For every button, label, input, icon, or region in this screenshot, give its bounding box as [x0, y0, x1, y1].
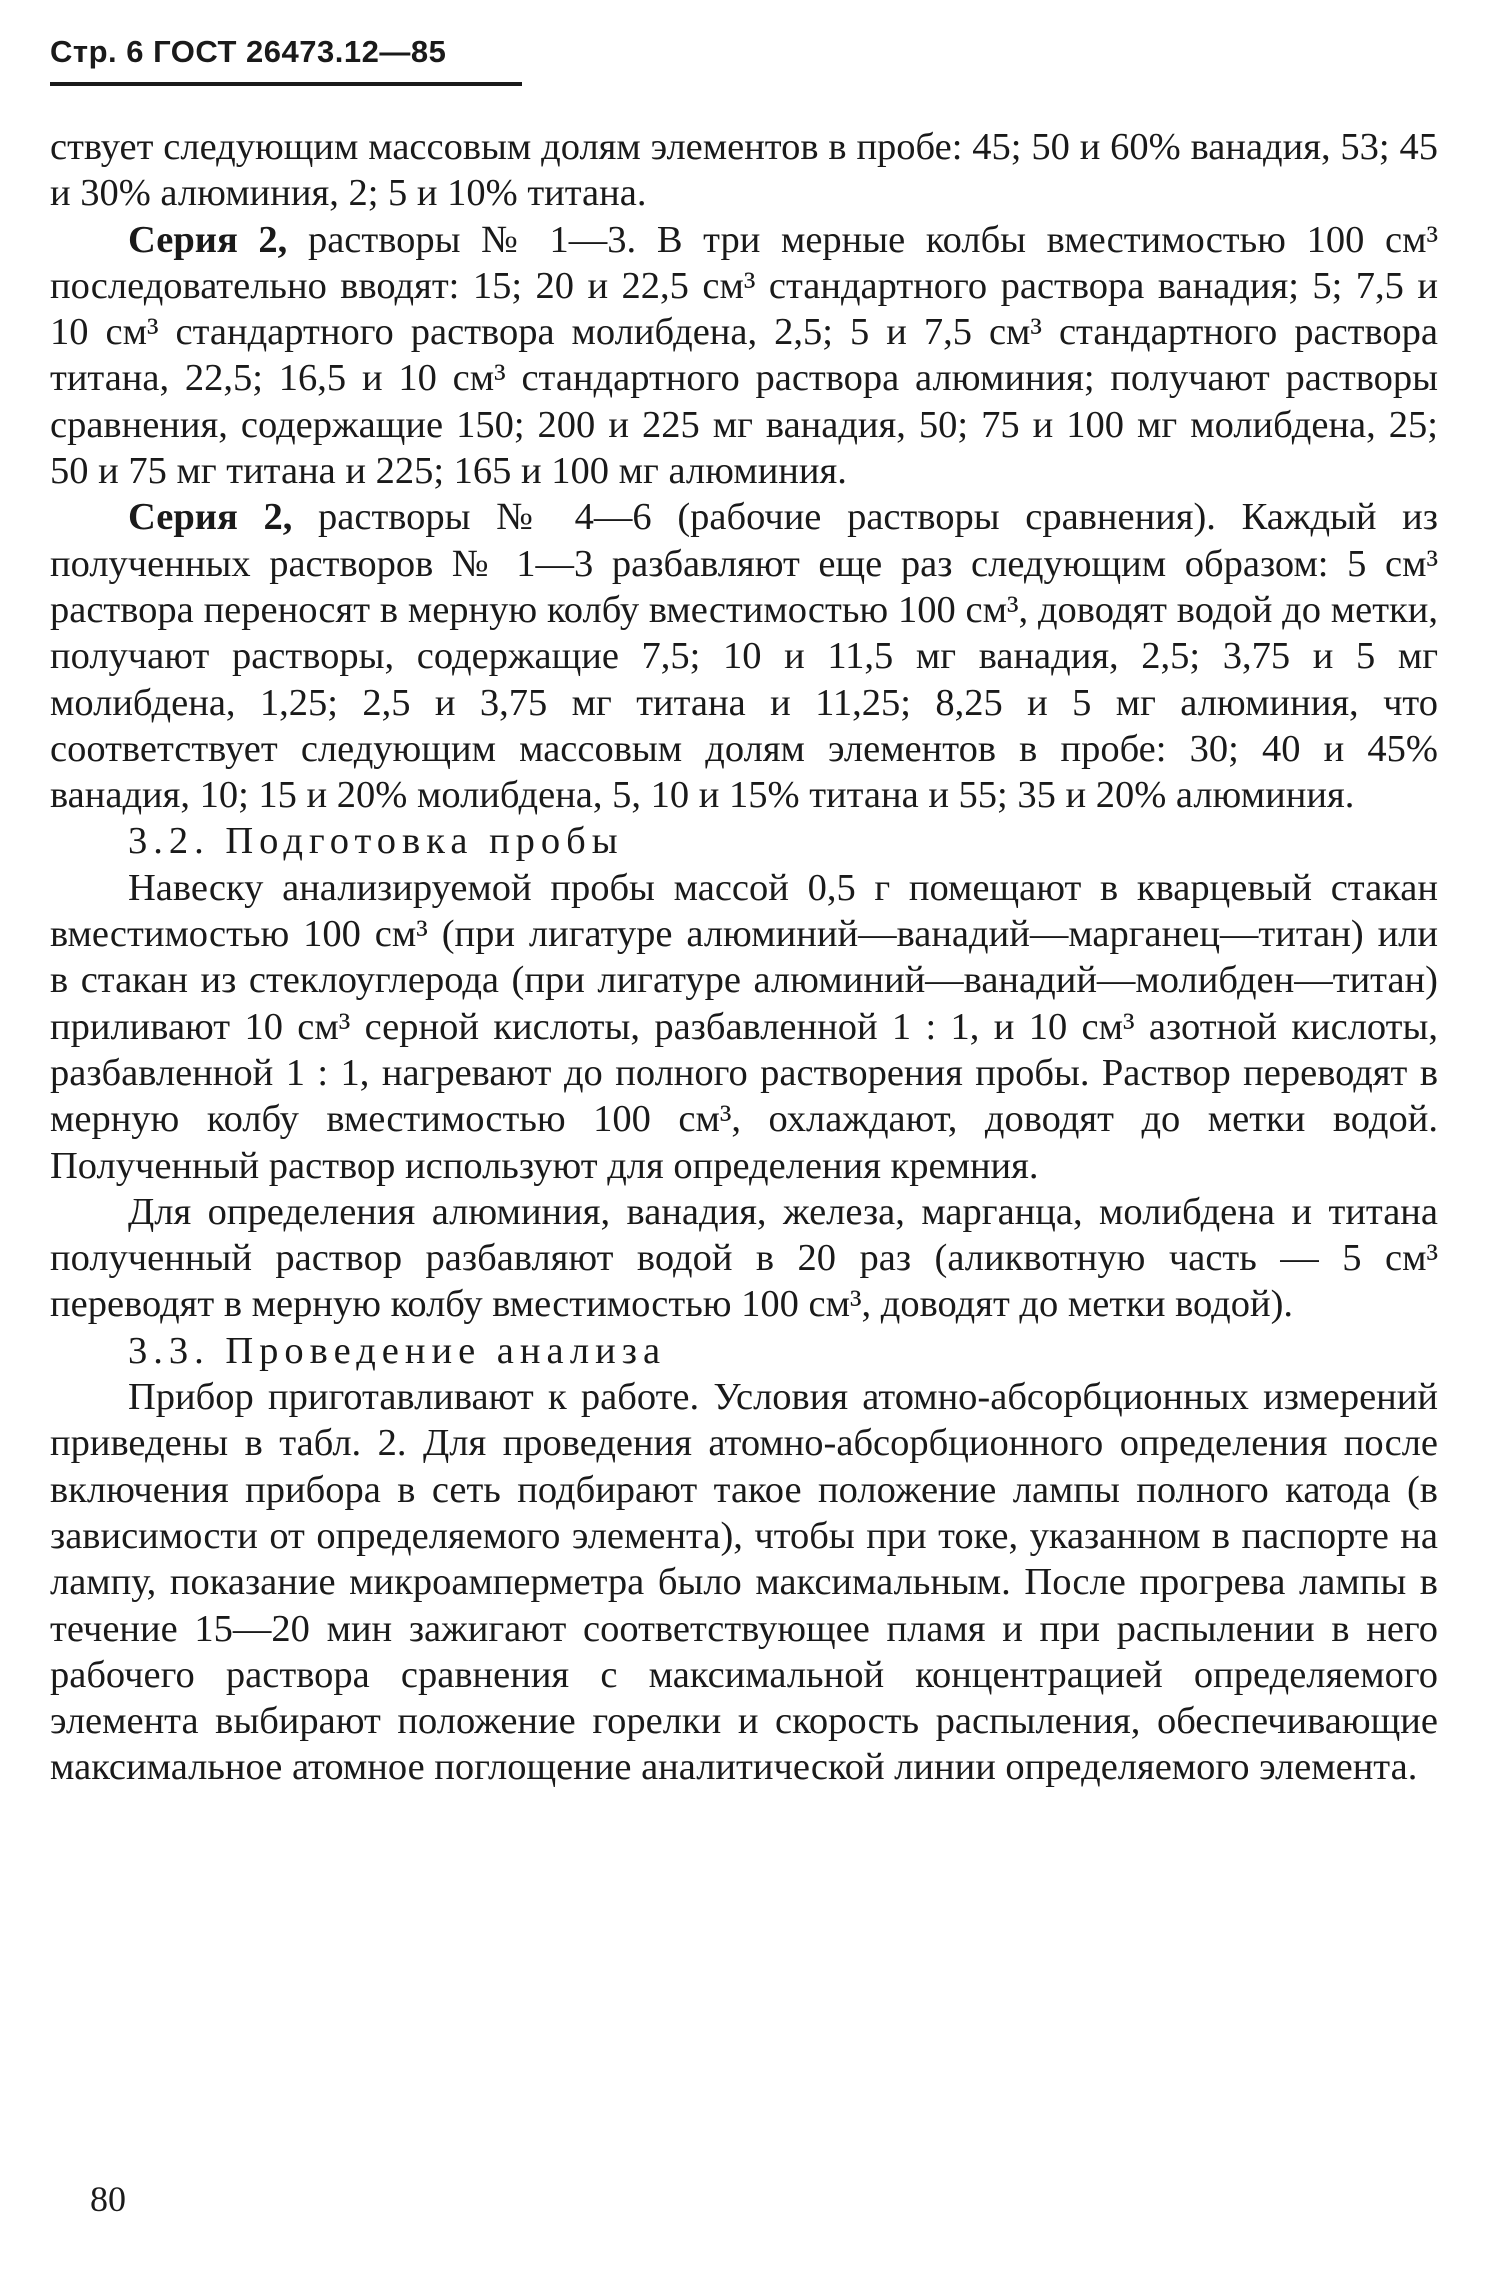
paragraph-series-2-solutions-1-3 — [50, 217, 1438, 495]
paragraph-body: растворы № 4—6 (рабочие растворы сравнения). Каждый из полученных растворов № 1—3 разбавляют еще раз следующим образом: 5 см³ раствора переносят в мерную колбу вместимостью 100 см³, доводят водой до метки, получают растворы, содержащие 7,5; 10 и 11,5 мг ванадия, 2,5; 3,75 и 5 мг молибдена, 1,25; 2,5 и 3,75 мг титана и 11,25; 8,25 и 5 мг алюминия, что соответствует следующим массовым долям элементов в пробе: 30; 40 и 45% ванадия, 10; 15 и 20% молибдена, 5, 10 и 15% титана и 55; 35 и 20% алюминия. — [50, 496, 1438, 817]
paragraph-dilution: Для определения алюминия, ванадия, железа, марганца, молибдена и титана полученный раствор разбавляют водой в 20 раз (аликвотную часть — 5 см³ переводят в мерную колбу вместимостью 100 см³, доводят до метки водой). — [50, 1190, 1438, 1326]
section-heading-3-2: 3.2. Подготовка пробы — [128, 820, 624, 863]
paragraph-series-2-solutions-4-6 — [50, 494, 1438, 818]
section-heading-3-3: 3.3. Проведение анализа — [128, 1329, 667, 1372]
paragraph-continuation: ствует следующим массовым долям элементов в пробе: 45; 50 и 60% ванадия, 53; 45 и 30% алюминия, 2; 5 и 10% титана. — [50, 126, 1438, 215]
paragraph-lead: Серия 2, — [128, 496, 293, 539]
paragraph-analysis-procedure: Прибор приготавливают к работе. Условия атомно-абсорбционных измерений приведены в табл. 2. Для проведения атомно-абсорбционного определения после включения прибора в сеть подбирают такое положение лампы полного катода (в зависимости от определяемого элемента), чтобы при токе, указанном в паспорте на лампу, показание микроамперметра было максимальным. После прогрева лампы в течение 15—20 мин зажигают соответствующее пламя и при распылении в него рабочего раствора сравнения с максимальной концентрацией определяемого элемента выбирают положение горелки и скорость распыления, обеспечивающие максимальное атомное поглощение аналитической линии определяемого элемента. — [50, 1376, 1438, 1789]
page-number: 80 — [90, 2179, 126, 2219]
paragraph-sample-preparation: Навеску анализируемой пробы массой 0,5 г помещают в кварцевый стакан вместимостью 100 см³ (при лигатуре алюминий—ванадий—марганец—титан) или в стакан из стеклоуглерода (при лигатуре алюминий—ванадий—молибден—титан) приливают 10 см³ серной кислоты, разбавленной 1 : 1, и 10 см³ азотной кислоты, разбавленной 1 : 1, нагревают до полного растворения пробы. Раствор переводят в мерную колбу вместимостью 100 см³, охлаждают, доводят до метки водой. Полученный раствор используют для определения кремния. — [50, 866, 1438, 1187]
running-header: Стр. 6 ГОСТ 26473.12—85 — [50, 34, 447, 69]
body-text — [50, 124, 1438, 1791]
paragraph-body: растворы № 1—3. В три мерные колбы вместимостью 100 см³ последовательно вводят: 15; 20 и 22,5 см³ стандартного раствора ванадия; 5; 7,5 и 10 см³ стандартного раствора молибдена, 2,5; 5 и 7,5 см³ стандартного раствора титана, 22,5; 16,5 и 10 см³ стандартного раствора алюминия; получают растворы сравнения, содержащие 150; 200 и 225 мг ванадия, 50; 75 и 100 мг молибдена, 25; 50 и 75 мг титана и 225; 165 и 100 мг алюминия. — [50, 218, 1438, 493]
header-rule — [50, 82, 522, 86]
paragraph-lead: Серия 2, — [128, 218, 288, 261]
